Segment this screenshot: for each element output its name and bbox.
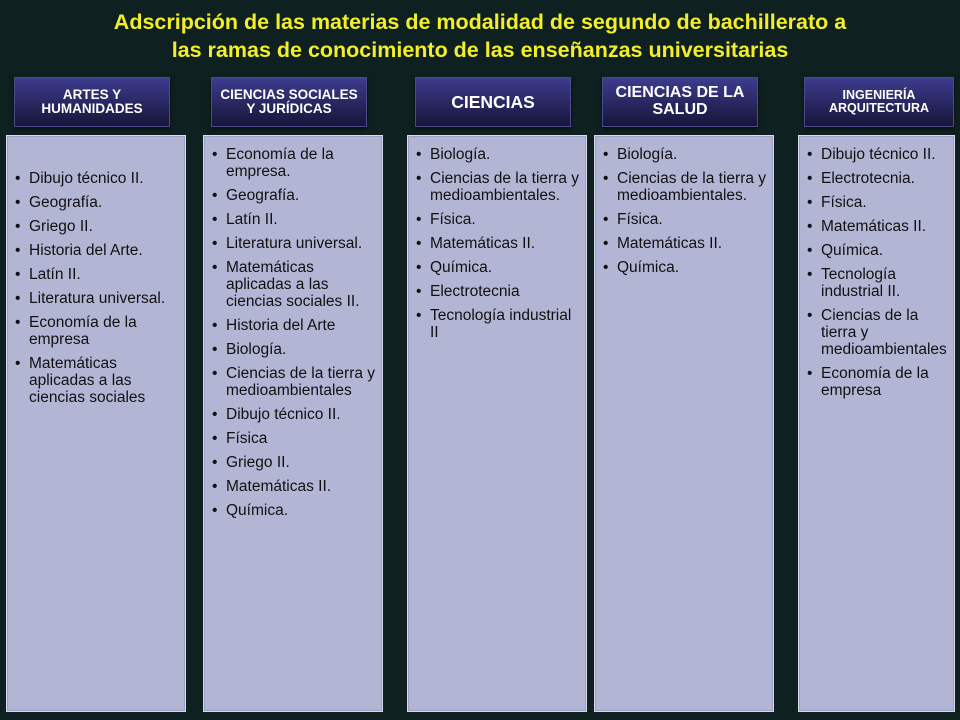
subject-item: • Biología. <box>595 146 773 163</box>
subject-item: • Tecnología industrial II <box>408 307 586 341</box>
branch-heading: CIENCIAS SOCIALES Y JURÍDICAS <box>211 77 367 127</box>
subject-item: • Dibujo técnico II. <box>7 170 185 187</box>
subject-item: • Química. <box>595 259 773 276</box>
subject-list-box <box>407 135 587 712</box>
title-line-1: Adscripción de las materias de modalidad de segundo de bachillerato a <box>113 10 847 34</box>
branch-heading: CIENCIAS <box>415 77 571 127</box>
subject-list <box>799 146 954 399</box>
subject-item: • Matemáticas aplicadas a las ciencias sociales II. <box>204 259 382 310</box>
subject-item: • Electrotecnia <box>408 283 586 300</box>
subject-list <box>595 146 773 276</box>
subject-item: • Historia del Arte <box>204 317 382 334</box>
branch-heading: INGENIERÍA ARQUITECTURA <box>804 77 954 127</box>
subject-list-box <box>798 135 955 712</box>
title-line-2: las ramas de conocimiento de las enseñanzas universitarias <box>171 38 789 62</box>
subject-list <box>408 146 586 341</box>
subject-item: • Electrotecnia. <box>799 170 954 187</box>
subject-item: • Tecnología industrial II. <box>799 266 954 300</box>
subject-item: • Geografía. <box>7 194 185 211</box>
subject-list <box>7 170 185 406</box>
subject-item: • Griego II. <box>204 454 382 471</box>
subject-item: • Dibujo técnico II. <box>799 146 954 163</box>
subject-item: • Latín II. <box>7 266 185 283</box>
subject-item: • Ciencias de la tierra y medioambientales <box>799 307 954 358</box>
subject-item: • Ciencias de la tierra y medioambientales. <box>595 170 773 204</box>
subject-item: • Literatura universal. <box>7 290 185 307</box>
branch-heading: ARTES Y HUMANIDADES <box>14 77 170 127</box>
subject-item: • Geografía. <box>204 187 382 204</box>
subject-item: • Matemáticas II. <box>204 478 382 495</box>
subject-item: • Economía de la empresa. <box>204 146 382 180</box>
subject-item: • Química. <box>408 259 586 276</box>
subject-list <box>204 146 382 519</box>
subject-item: • Economía de la empresa <box>799 365 954 399</box>
subject-item: • Química. <box>204 502 382 519</box>
subject-item: • Historia del Arte. <box>7 242 185 259</box>
subject-item: • Griego II. <box>7 218 185 235</box>
subject-item: • Matemáticas II. <box>595 235 773 252</box>
subject-list-box <box>6 135 186 712</box>
subject-item: • Matemáticas II. <box>799 218 954 235</box>
subject-item: • Economía de la empresa <box>7 314 185 348</box>
branch-heading: CIENCIAS DE LA SALUD <box>602 77 758 127</box>
subject-item: • Biología. <box>408 146 586 163</box>
subject-list-box <box>594 135 774 712</box>
subject-item: • Ciencias de la tierra y medioambientales. <box>408 170 586 204</box>
subject-item: • Física <box>204 430 382 447</box>
subject-item: • Literatura universal. <box>204 235 382 252</box>
subject-item: • Latín II. <box>204 211 382 228</box>
subject-item: • Biología. <box>204 341 382 358</box>
subject-item: • Dibujo técnico II. <box>204 406 382 423</box>
subject-item: • Matemáticas aplicadas a las ciencias sociales <box>7 355 185 406</box>
subject-item: • Ciencias de la tierra y medioambientales <box>204 365 382 399</box>
subject-item: • Física. <box>799 194 954 211</box>
subject-item: • Física. <box>595 211 773 228</box>
page-title <box>0 8 960 64</box>
subject-item: • Física. <box>408 211 586 228</box>
subject-item: • Química. <box>799 242 954 259</box>
subject-item: • Matemáticas II. <box>408 235 586 252</box>
subject-list-box <box>203 135 383 712</box>
